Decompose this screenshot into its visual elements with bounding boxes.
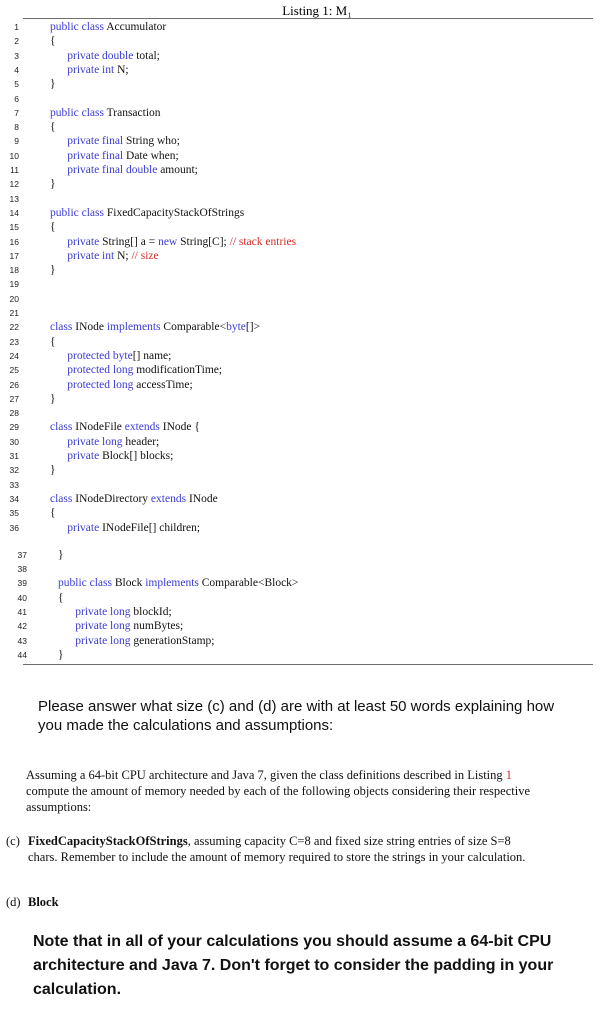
line-number: 16 bbox=[9, 236, 19, 247]
line-number: 28 bbox=[9, 408, 19, 419]
line-number: 7 bbox=[14, 107, 19, 118]
code-token: modificationTime; bbox=[136, 364, 223, 377]
code-keyword: protected byte bbox=[67, 349, 133, 362]
task-description bbox=[26, 767, 556, 815]
code-token bbox=[50, 364, 67, 376]
line-number: 34 bbox=[9, 493, 19, 504]
line-number: 13 bbox=[9, 193, 19, 204]
line-number: 33 bbox=[9, 479, 19, 490]
code-token bbox=[50, 50, 67, 62]
line-number: 23 bbox=[9, 336, 19, 347]
listing-reference-link[interactable]: 1 bbox=[505, 768, 513, 782]
line-number: 32 bbox=[9, 465, 19, 476]
code-text bbox=[58, 605, 172, 619]
code-token bbox=[50, 522, 67, 534]
line-number: 31 bbox=[9, 451, 19, 461]
code-text bbox=[58, 548, 64, 562]
line-number: 43 bbox=[17, 635, 27, 646]
code-token: String who; bbox=[126, 135, 181, 148]
code-text bbox=[50, 149, 179, 163]
code-keyword: byte bbox=[226, 321, 246, 334]
line-number: 35 bbox=[9, 508, 19, 519]
code-text bbox=[50, 449, 173, 463]
code-text bbox=[50, 435, 159, 449]
code-token: } bbox=[50, 264, 56, 277]
line-number: 21 bbox=[9, 308, 19, 318]
code-keyword: implements bbox=[106, 321, 164, 334]
code-token: { bbox=[58, 591, 64, 604]
code-token bbox=[58, 635, 75, 647]
line-number: 5 bbox=[14, 79, 19, 90]
line-number: 24 bbox=[9, 350, 19, 361]
code-keyword: class bbox=[50, 321, 76, 334]
code-text bbox=[50, 106, 161, 120]
line-number: 11 bbox=[10, 165, 19, 175]
code-keyword: private final bbox=[67, 149, 127, 162]
code-token bbox=[58, 606, 75, 618]
listing-top-rule bbox=[23, 18, 593, 19]
item-d-title: Block bbox=[28, 895, 59, 909]
question-prompt: Please answer what size (c) and (d) are with at least 50 words explaining how you made the calculations and assumptions: bbox=[38, 698, 555, 734]
code-keyword: private long bbox=[67, 435, 126, 448]
code-token: { bbox=[50, 335, 56, 348]
code-token: String[C]; bbox=[180, 235, 230, 248]
line-number: 10 bbox=[9, 150, 19, 161]
task-text-pre: Assuming a 64-bit CPU architecture and Java 7, given the class definitions described in Listing bbox=[26, 768, 506, 782]
code-text bbox=[50, 378, 193, 392]
code-keyword: extends bbox=[124, 421, 163, 434]
line-number: 26 bbox=[9, 379, 19, 390]
line-number: 27 bbox=[9, 393, 19, 404]
code-token: Transaction bbox=[106, 106, 161, 119]
line-number: 39 bbox=[17, 578, 27, 589]
code-token: { bbox=[50, 121, 56, 134]
code-text bbox=[58, 576, 298, 590]
code-text bbox=[50, 63, 129, 77]
item-c-label: (c) bbox=[6, 834, 20, 848]
line-number: 44 bbox=[17, 649, 27, 660]
code-token: Block[] blocks; bbox=[102, 450, 174, 462]
code-token: INode { bbox=[162, 421, 200, 434]
code-comment: // stack entries bbox=[229, 235, 297, 248]
code-token: Block bbox=[114, 577, 146, 590]
code-token: { bbox=[50, 221, 56, 234]
line-number: 29 bbox=[9, 422, 19, 433]
line-number: 4 bbox=[14, 64, 19, 75]
code-text bbox=[50, 506, 56, 520]
code-text bbox=[50, 235, 296, 249]
line-number: 25 bbox=[9, 365, 19, 376]
line-number: 40 bbox=[17, 592, 27, 603]
code-keyword: private long bbox=[75, 634, 134, 647]
code-token bbox=[50, 450, 67, 462]
code-keyword: public class bbox=[50, 21, 107, 33]
code-token: } bbox=[50, 78, 56, 91]
task-text-post: compute the amount of memory needed by each of the following objects considering their respective assumptions: bbox=[26, 784, 531, 814]
line-number: 36 bbox=[9, 522, 19, 533]
code-keyword: implements bbox=[145, 577, 202, 590]
code-text bbox=[50, 177, 56, 191]
code-token bbox=[58, 620, 75, 632]
code-token: blockId; bbox=[133, 606, 172, 618]
code-token: } bbox=[50, 464, 56, 477]
line-number: 9 bbox=[14, 136, 19, 147]
line-number: 19 bbox=[9, 279, 19, 290]
code-token: INode bbox=[75, 321, 107, 334]
line-number: 20 bbox=[9, 293, 19, 304]
code-keyword: class bbox=[50, 421, 76, 434]
code-token: Date when; bbox=[126, 149, 179, 162]
line-number: 3 bbox=[14, 50, 19, 61]
code-text bbox=[50, 220, 56, 234]
code-token: Comparable< bbox=[163, 321, 227, 334]
line-number: 37 bbox=[17, 549, 27, 560]
line-number: 8 bbox=[14, 122, 19, 133]
code-keyword: private bbox=[67, 521, 103, 534]
item-c-text: , assuming capacity C=8 and fixed size string entries of size S=8 chars. Remember to include the amount of memory required to store the strings in your calculation. bbox=[28, 834, 526, 864]
code-text bbox=[50, 349, 171, 363]
code-comment: // size bbox=[131, 249, 159, 262]
item-d-label: (d) bbox=[6, 895, 21, 909]
code-text bbox=[58, 634, 215, 648]
code-keyword: private int bbox=[67, 249, 118, 262]
code-text bbox=[58, 591, 64, 605]
code-token: header; bbox=[125, 435, 160, 448]
code-text bbox=[50, 163, 198, 177]
code-text bbox=[50, 77, 56, 91]
code-text bbox=[58, 648, 64, 662]
code-token: numBytes; bbox=[133, 620, 184, 633]
code-text bbox=[50, 249, 159, 263]
code-text bbox=[50, 263, 56, 277]
code-token: [] name; bbox=[132, 349, 172, 362]
line-number: 22 bbox=[9, 322, 19, 333]
code-token bbox=[50, 135, 67, 147]
code-text bbox=[50, 206, 244, 220]
line-number: 42 bbox=[17, 621, 27, 632]
code-keyword: protected long bbox=[67, 364, 137, 377]
code-keyword: public class bbox=[50, 206, 107, 219]
code-keyword: public class bbox=[50, 106, 107, 119]
line-number: 15 bbox=[9, 222, 19, 233]
code-keyword: public class bbox=[58, 577, 115, 590]
line-number: 41 bbox=[17, 607, 27, 617]
code-token: } bbox=[58, 548, 64, 561]
code-keyword: protected long bbox=[67, 378, 137, 391]
line-number: 18 bbox=[9, 265, 19, 276]
code-text bbox=[50, 521, 200, 535]
code-token bbox=[50, 350, 67, 362]
item-c-title: FixedCapacityStackOfStrings bbox=[28, 834, 188, 848]
code-token: { bbox=[50, 35, 56, 48]
code-text bbox=[50, 120, 56, 134]
code-text bbox=[50, 363, 222, 377]
code-keyword: private final double bbox=[67, 164, 161, 176]
line-number: 2 bbox=[14, 36, 19, 47]
code-keyword: private int bbox=[67, 63, 118, 76]
line-number: 17 bbox=[9, 250, 19, 261]
code-token: Accumulator bbox=[106, 21, 167, 33]
code-token bbox=[50, 64, 67, 76]
line-number: 38 bbox=[17, 564, 27, 575]
code-text bbox=[50, 492, 218, 506]
code-token: N; bbox=[117, 63, 129, 76]
code-text bbox=[50, 134, 180, 148]
line-number: 14 bbox=[9, 207, 19, 218]
code-token: []> bbox=[245, 321, 261, 334]
code-text bbox=[50, 420, 200, 434]
code-keyword: extends bbox=[150, 492, 189, 505]
code-text bbox=[50, 20, 166, 34]
code-token: INodeFile[] children; bbox=[102, 521, 201, 534]
code-text bbox=[50, 392, 56, 406]
padding-note: Note that in all of your calculations you should assume a 64-bit CPU architecture and Java 7. Don't forget to consider the padding in your calculation. bbox=[33, 933, 554, 998]
code-token: String[] a = bbox=[102, 235, 159, 248]
line-number: 6 bbox=[14, 93, 19, 104]
code-text bbox=[50, 49, 160, 63]
code-token bbox=[50, 379, 67, 391]
code-keyword: new bbox=[158, 235, 181, 248]
code-token: total; bbox=[136, 49, 160, 62]
code-text bbox=[50, 463, 56, 477]
code-token: } bbox=[50, 392, 56, 405]
code-token: INodeFile bbox=[75, 421, 125, 434]
code-token bbox=[50, 150, 67, 162]
listing-title: Listing 1: M₁ bbox=[282, 3, 352, 18]
code-token bbox=[50, 164, 67, 176]
line-number: 1 bbox=[14, 22, 19, 32]
code-text bbox=[58, 619, 183, 633]
code-keyword: class bbox=[50, 492, 76, 505]
code-text bbox=[50, 335, 56, 349]
code-keyword: private bbox=[67, 450, 103, 462]
code-text bbox=[50, 320, 260, 334]
code-token: } bbox=[58, 648, 64, 661]
code-token: amount; bbox=[160, 164, 198, 176]
code-keyword: private long bbox=[75, 606, 134, 618]
code-keyword: private double bbox=[67, 49, 137, 62]
listing-bottom-rule bbox=[23, 664, 593, 665]
code-keyword: private final bbox=[67, 135, 127, 148]
line-number: 30 bbox=[9, 436, 19, 447]
code-token bbox=[50, 250, 67, 262]
code-token: Comparable<Block> bbox=[201, 577, 299, 590]
code-token: INode bbox=[188, 492, 218, 505]
code-token: N; bbox=[117, 249, 132, 262]
code-text bbox=[50, 34, 56, 48]
code-token: { bbox=[50, 507, 56, 520]
line-number: 12 bbox=[9, 179, 19, 190]
code-token: } bbox=[50, 178, 56, 191]
code-token: INodeDirectory bbox=[75, 492, 151, 505]
code-keyword: private bbox=[67, 235, 103, 248]
code-keyword: private long bbox=[75, 620, 134, 633]
code-token: generationStamp; bbox=[133, 634, 215, 647]
code-token bbox=[50, 436, 67, 448]
code-token: FixedCapacityStackOfStrings bbox=[106, 206, 245, 219]
code-token bbox=[50, 236, 67, 248]
code-token: accessTime; bbox=[136, 378, 193, 391]
